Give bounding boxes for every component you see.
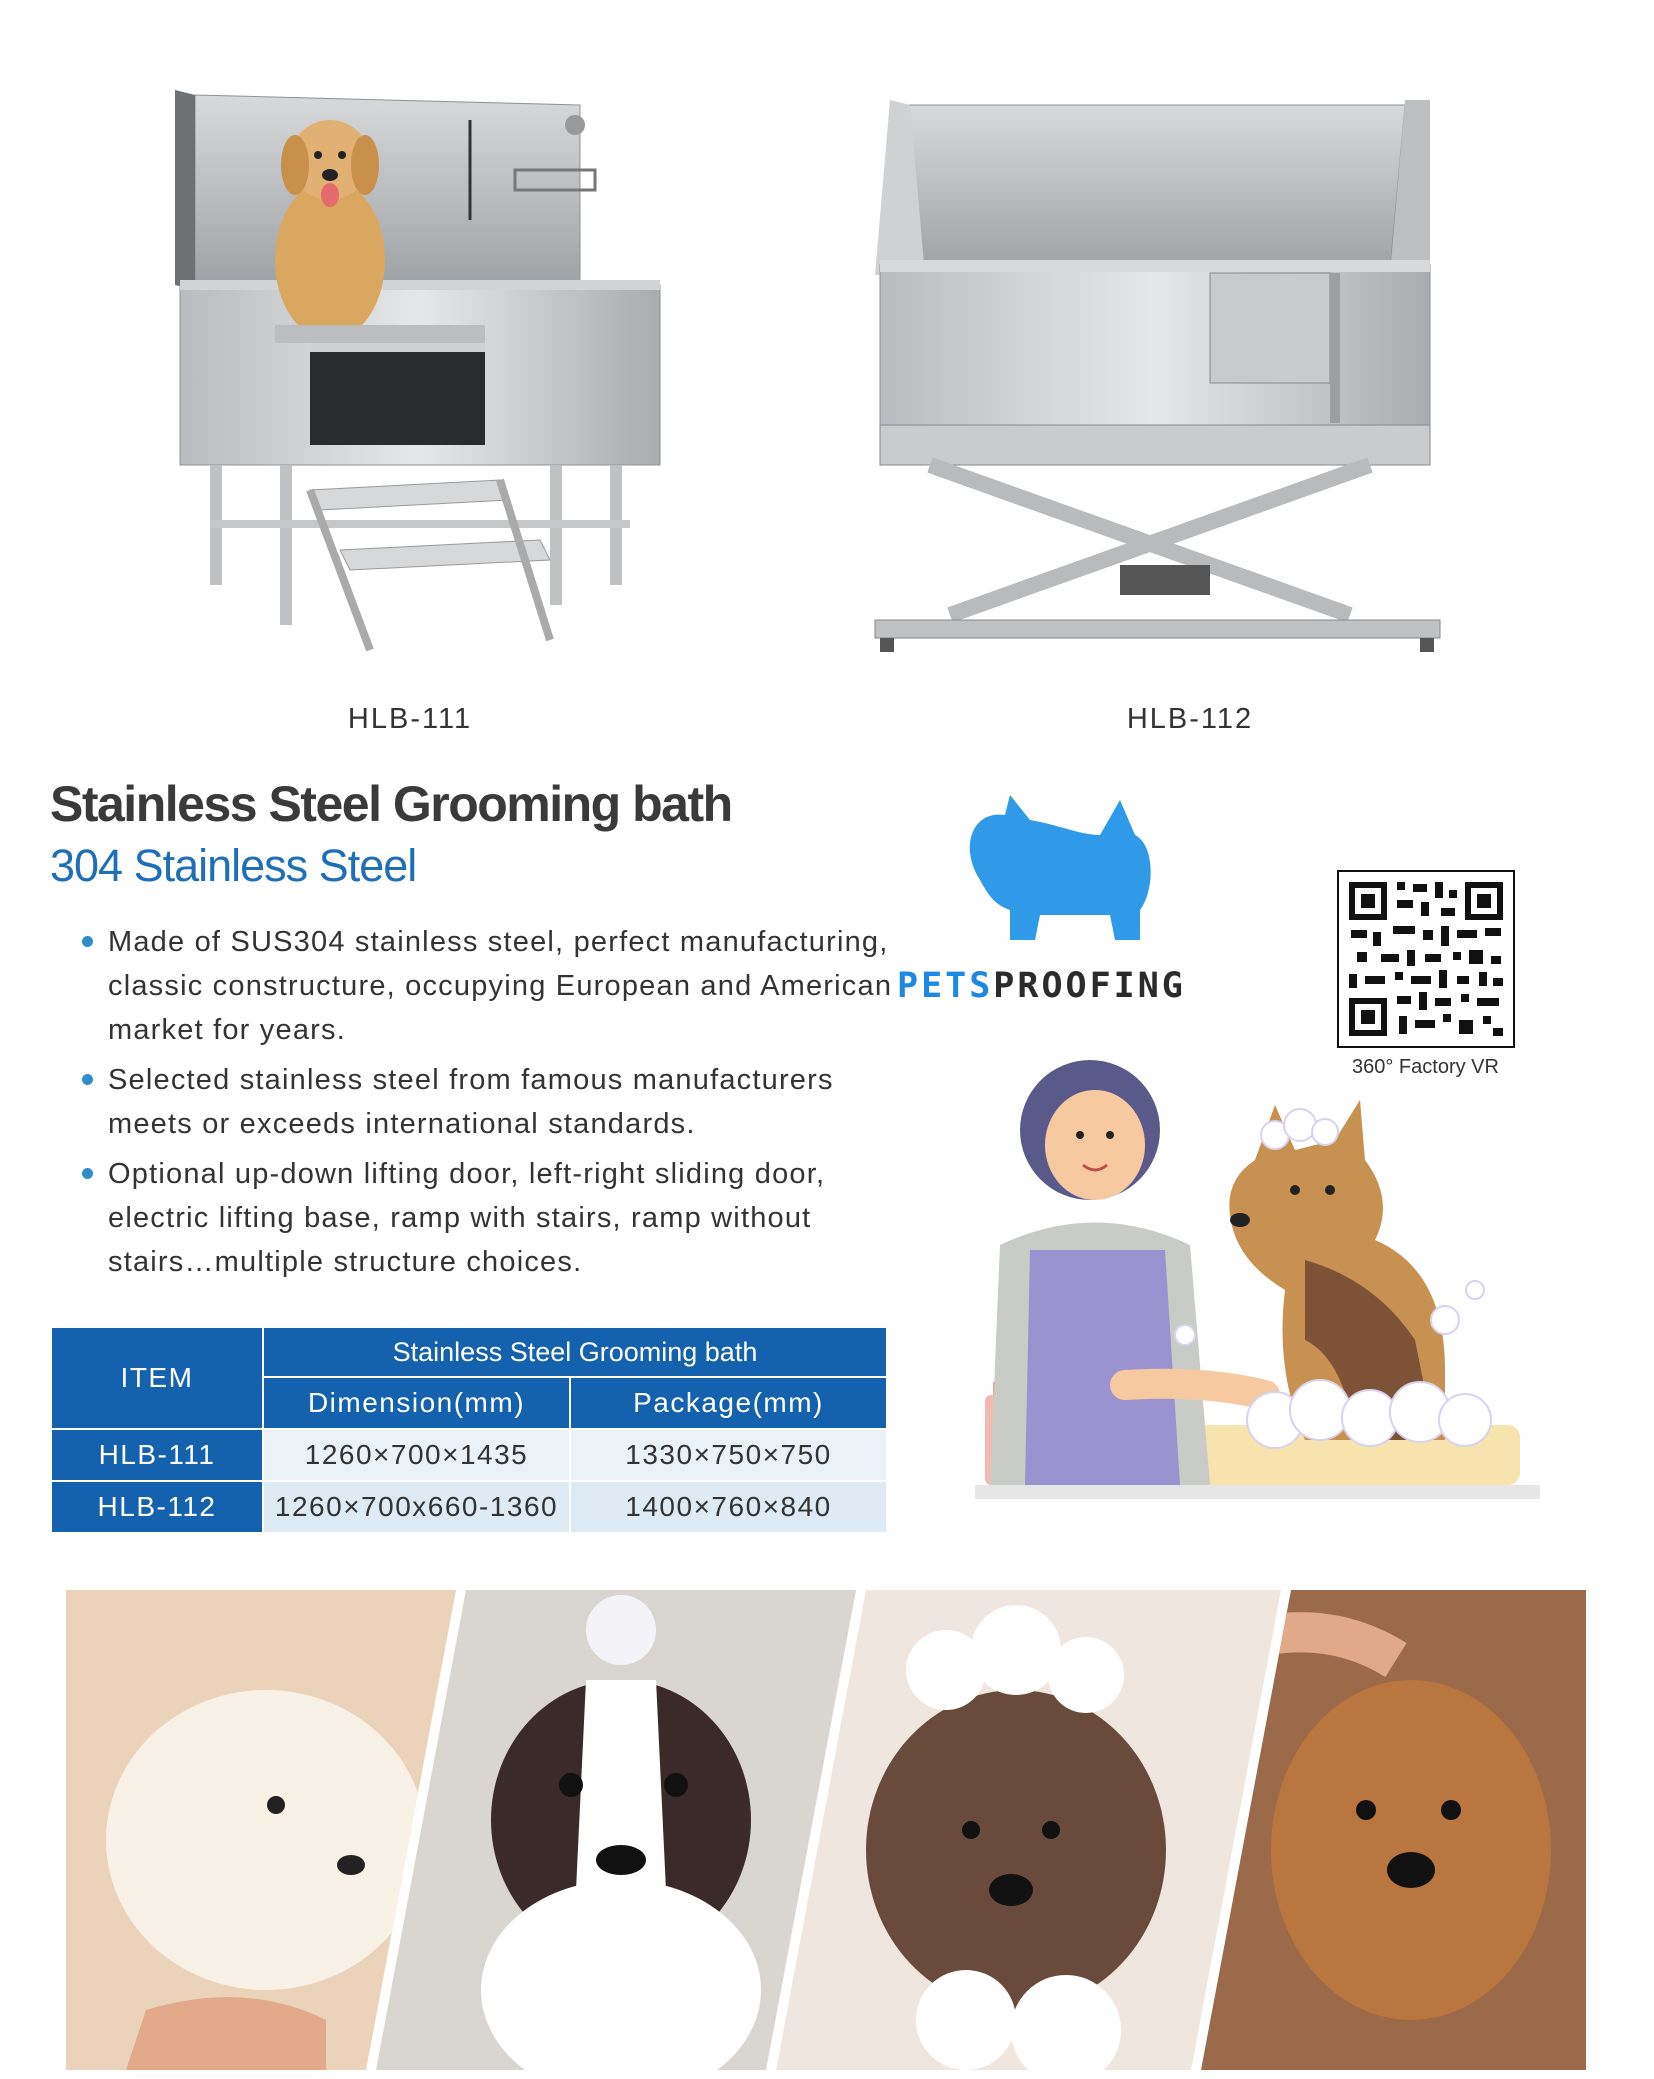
qr-caption: 360° Factory VR <box>1352 1056 1499 1078</box>
soapy-dog-photo <box>766 1590 1286 2070</box>
feature-item: Made of SUS304 stainless steel, perfect manufacturing, classic constructure, occupying European and American market for years. <box>82 920 902 1052</box>
row-dimension: 1260×700×1435 <box>263 1429 570 1481</box>
brand-logo-text: PETSPROOFING <box>897 966 1186 1006</box>
feature-list <box>82 920 902 1290</box>
row-package: 1330×750×750 <box>570 1429 887 1481</box>
bullet-icon <box>82 936 93 947</box>
row-item: HLB-111 <box>51 1429 263 1481</box>
hlb-112-caption: HLB-112 <box>1126 703 1254 735</box>
groomer-illustration <box>975 1040 1545 1510</box>
row-item: HLB-112 <box>51 1481 263 1533</box>
bullet-icon <box>82 1074 93 1085</box>
dog-logo-icon <box>950 790 1170 950</box>
table-row <box>51 1481 887 1533</box>
hlb-111-product-image <box>170 80 690 660</box>
bullet-icon <box>82 1168 93 1179</box>
group-header: Stainless Steel Grooming bath <box>263 1327 887 1377</box>
spec-table <box>50 1326 888 1534</box>
hlb-112-product-image <box>870 95 1450 665</box>
hlb-111-caption: HLB-111 <box>347 703 473 735</box>
qr-code-icon <box>1337 870 1515 1048</box>
row-dimension: 1260×700x660-1360 <box>263 1481 570 1533</box>
table-row <box>51 1429 887 1481</box>
page-subtitle: 304 Stainless Steel <box>50 840 417 891</box>
page-title: Stainless Steel Grooming bath <box>50 776 732 832</box>
feature-item: Selected stainless steel from famous manufacturers meets or exceeds international standards. <box>82 1058 902 1146</box>
row-package: 1400×760×840 <box>570 1481 887 1533</box>
feature-item: Optional up-down lifting door, left-right sliding door, electric lifting base, ramp with stairs, ramp without stairs…multiple structure choices. <box>82 1152 902 1284</box>
item-header: ITEM <box>51 1327 263 1429</box>
dimension-header: Dimension(mm) <box>263 1377 570 1429</box>
package-header: Package(mm) <box>570 1377 887 1429</box>
dog-bath-photo-collage <box>66 1590 1586 2070</box>
